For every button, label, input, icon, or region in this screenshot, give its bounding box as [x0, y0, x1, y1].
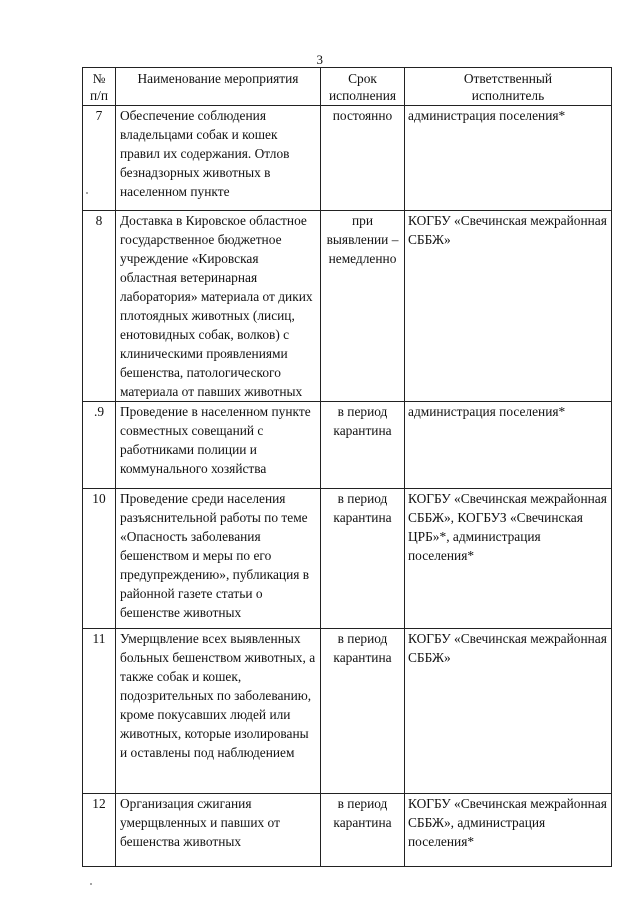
- row-number: 7: [83, 106, 116, 211]
- measures-table: [82, 67, 612, 867]
- table-row: [83, 629, 612, 794]
- page-number: 3: [316, 52, 324, 67]
- row-name: Проведение среди населения разъяснительной работы по теме «Опасность заболевания бешенством и меры по его предупреждению», публикация в районной газете статьи о бешенстве животных: [116, 489, 321, 629]
- row-term: в период карантина: [321, 402, 405, 489]
- header-term: [321, 68, 405, 106]
- row-responsible: администрация поселения*: [405, 106, 612, 211]
- scan-speck: [90, 883, 92, 885]
- row-number: 11: [83, 629, 116, 794]
- header-name: Наименование мероприятия: [116, 68, 321, 106]
- table-row: [83, 211, 612, 402]
- row-responsible: КОГБУ «Свечинская межрайонная СББЖ»: [405, 629, 612, 794]
- row-number: .9: [83, 402, 116, 489]
- header-term-line2: исполнения: [328, 88, 397, 103]
- row-term: постоянно: [321, 106, 405, 211]
- table-row: [83, 794, 612, 867]
- row-term: при выявлении – немедленно: [321, 211, 405, 402]
- table-row: [83, 489, 612, 629]
- row-number: 12: [83, 794, 116, 867]
- header-term-line1: Срок: [348, 71, 377, 86]
- row-name: Доставка в Кировское областное государственное бюджетное учреждение «Кировская областная ветеринарная лаборатория» материала от диких плотоядных животных (лисиц, енотовидных собак, волков) с клиническими проявлениями бешенства, патологического материала от павших животных: [116, 211, 321, 402]
- header-responsible: [405, 68, 612, 106]
- row-name: Организация сжигания умерщвленных и павших от бешенства животных: [116, 794, 321, 867]
- row-name: Обеспечение соблюдения владельцами собак и кошек правил их содержания. Отлов безнадзорных животных в населенном пункте: [116, 106, 321, 211]
- table-row: [83, 402, 612, 489]
- row-responsible: администрация поселения*: [405, 402, 612, 489]
- header-num: [83, 68, 116, 106]
- row-number: 10: [83, 489, 116, 629]
- row-responsible: КОГБУ «Свечинская межрайонная СББЖ», администрация поселения*: [405, 794, 612, 867]
- row-number: 8: [83, 211, 116, 402]
- header-resp-line1: Ответственный: [463, 71, 553, 86]
- header-num-line2: п/п: [89, 88, 109, 103]
- row-name: Умерщвление всех выявленных больных бешенством животных, а также собак и кошек, подозрительных по заболеванию, кроме покусавших людей или животных, которые изолированы и оставлены под наблюдением: [116, 629, 321, 794]
- table-header-row: [83, 68, 612, 106]
- scan-speck: [86, 192, 88, 194]
- table-row: [83, 106, 612, 211]
- row-name: Проведение в населенном пункте совместных совещаний с работниками полиции и коммунального хозяйства: [116, 402, 321, 489]
- row-term: в период карантина: [321, 489, 405, 629]
- header-resp-line2: исполнитель: [471, 88, 545, 103]
- header-num-line1: №: [92, 71, 106, 86]
- row-responsible: КОГБУ «Свечинская межрайонная СББЖ», КОГБУЗ «Свечинская ЦРБ»*, администрация поселения*: [405, 489, 612, 629]
- row-term: в период карантина: [321, 629, 405, 794]
- row-responsible: КОГБУ «Свечинская межрайонная СББЖ»: [405, 211, 612, 402]
- row-term: в период карантина: [321, 794, 405, 867]
